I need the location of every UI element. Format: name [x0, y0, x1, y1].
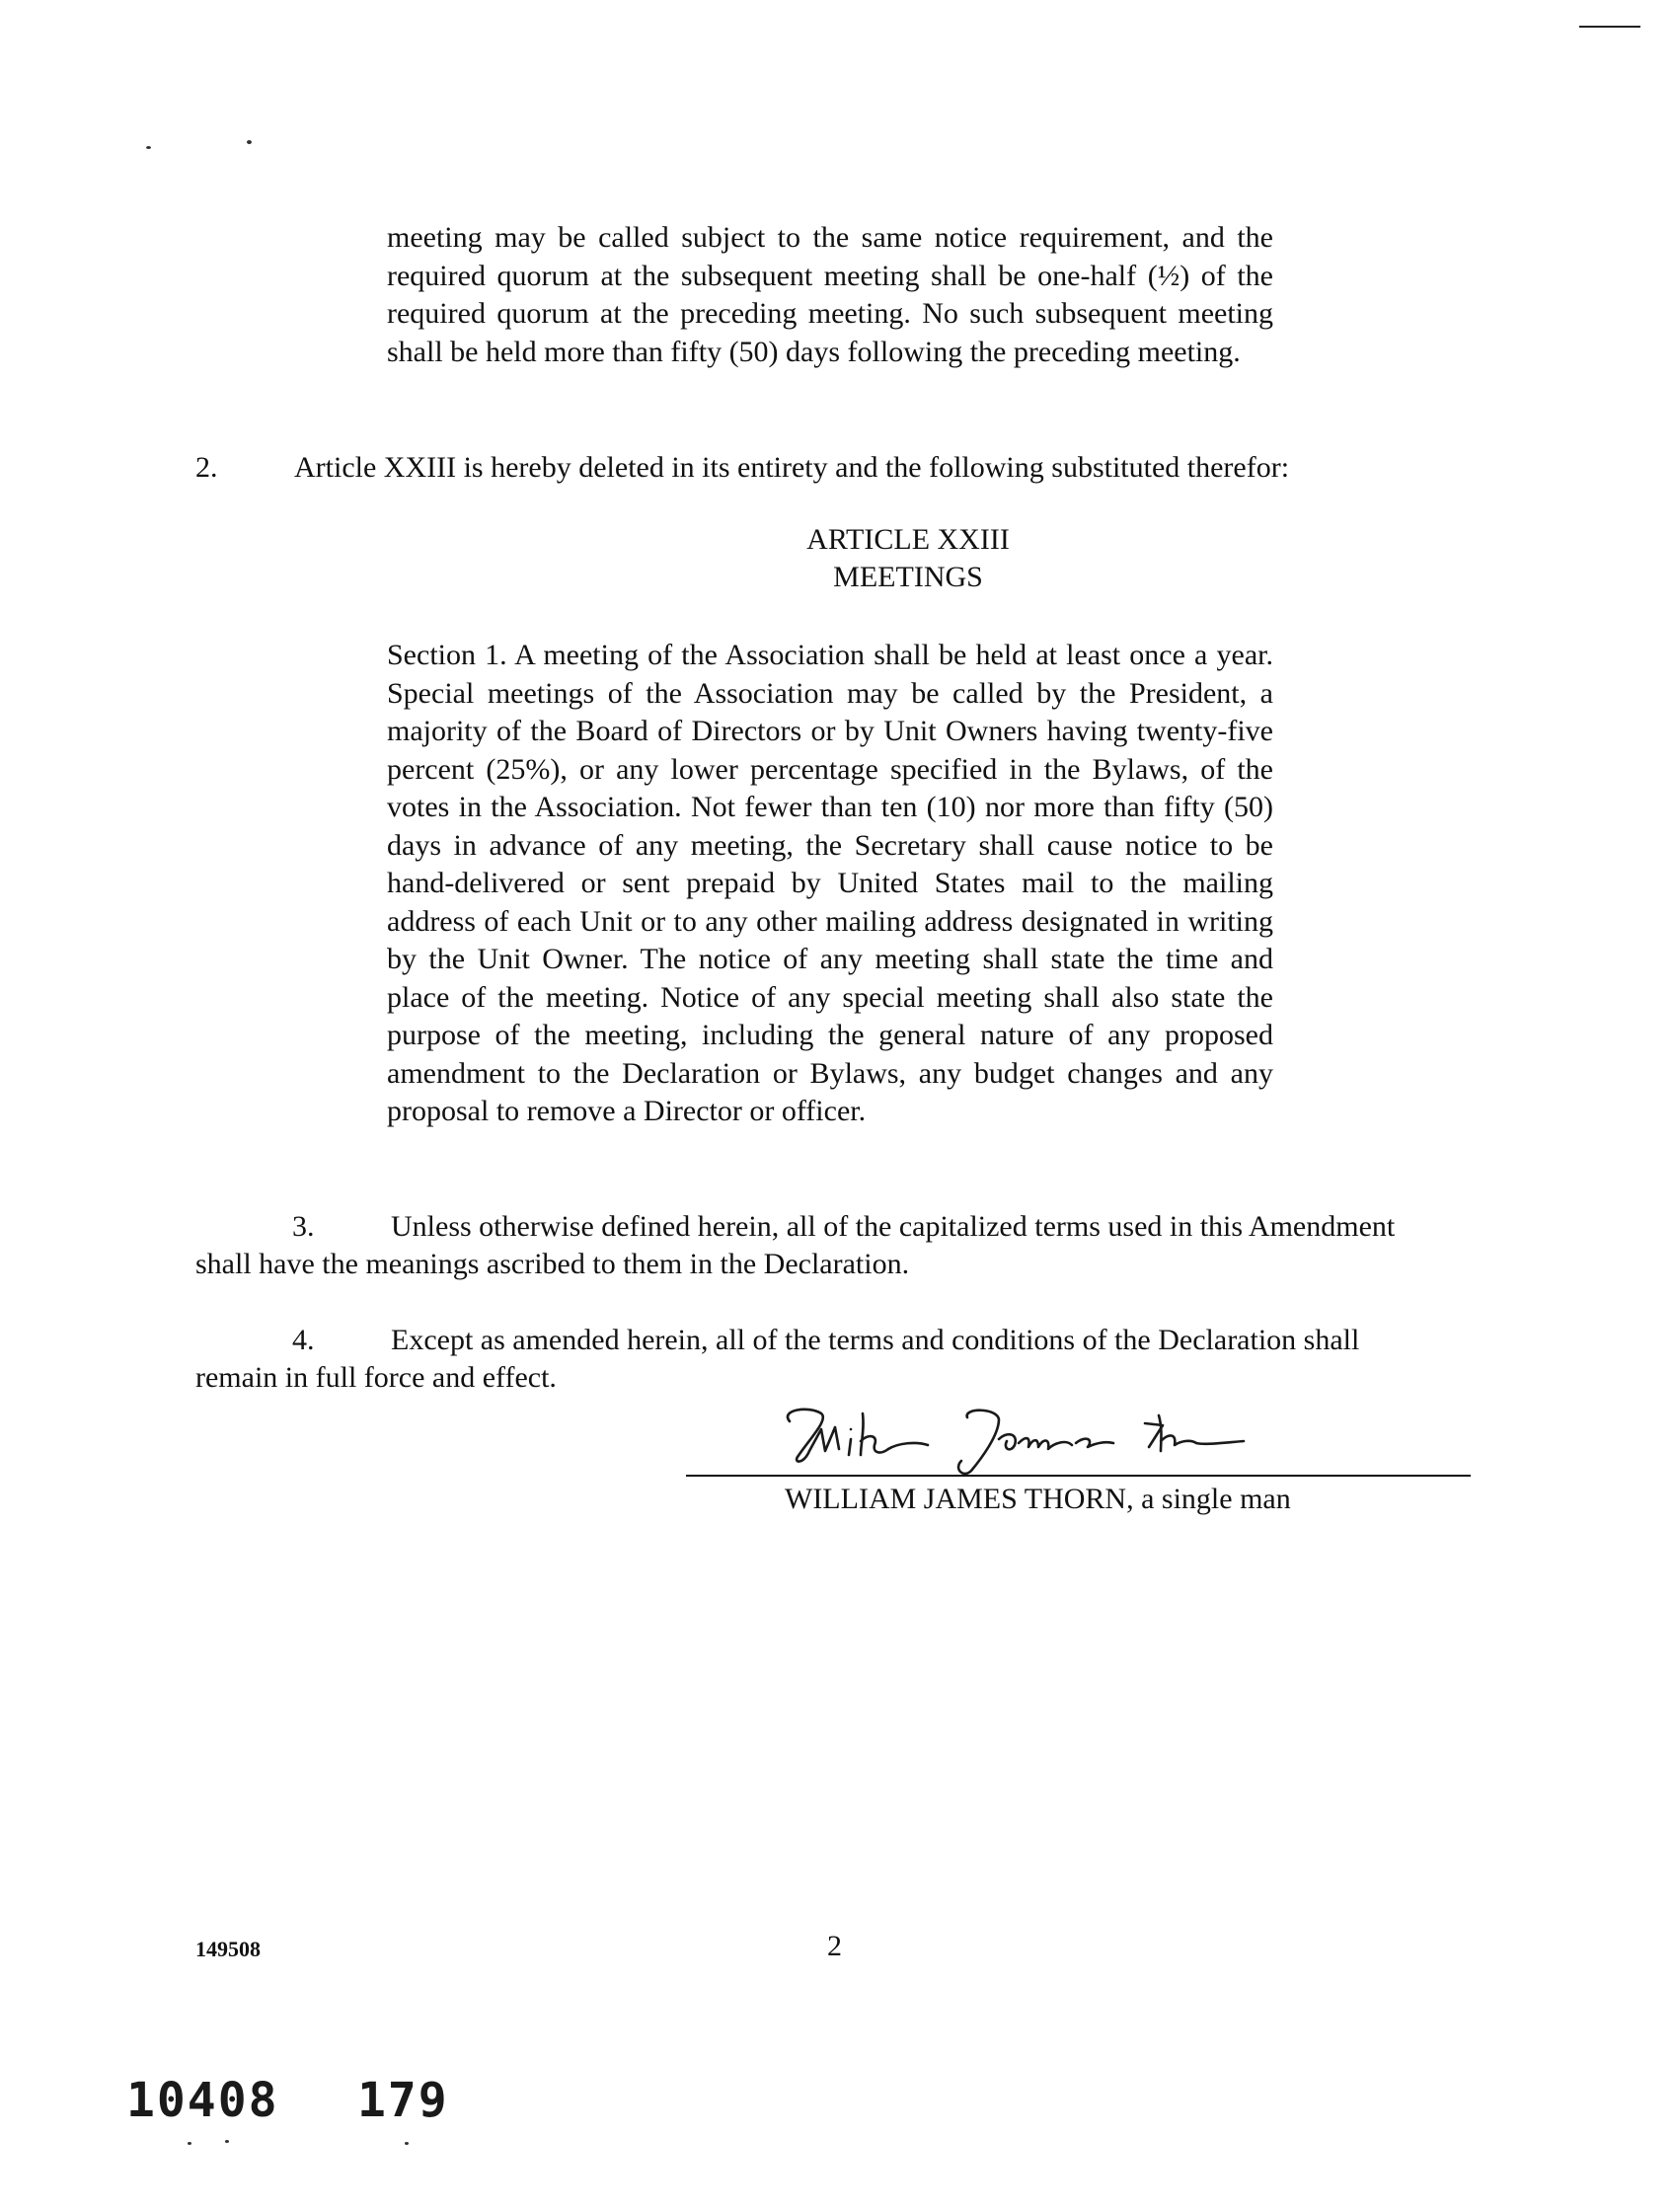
recording-page-number: 179 [357, 2073, 449, 2128]
handwritten-signature [770, 1400, 1263, 1479]
scan-speck [188, 2142, 191, 2145]
item-3 [195, 1208, 1469, 1283]
item-2 [195, 449, 1469, 487]
signature-line [686, 1475, 1471, 1477]
item-4-number: 4. [292, 1324, 315, 1356]
recording-book-number: 10408 [126, 2073, 279, 2128]
page-number: 2 [827, 1930, 842, 1962]
item-3-number: 3. [292, 1210, 315, 1243]
document-id: 149508 [195, 1937, 261, 1961]
signer-printed-name: WILLIAM JAMES THORN, a single man [785, 1483, 1291, 1515]
scan-speck [146, 146, 151, 149]
scan-speck [405, 2142, 409, 2145]
item-2-number: 2. [195, 451, 218, 484]
scan-speck [247, 140, 252, 144]
section-1-text: Section 1. A meeting of the Association shall be held at least once a year. Special meetings of the Association may be called by the President, a majority of the Board of Directors or by Unit Owners having twenty-five percent (25%), or any lower percentage specified in the Bylaws, of the votes in the Association. Not fewer than ten (10) nor more than fifty (50) days in advance of any meeting, the Secretary shall cause notice to be hand-delivered or sent prepaid by United States mail to the mailing address of each Unit or to any other mailing address designated in writing by the Unit Owner. The notice of any meeting shall state the time and place of the meeting. Notice of any special meeting shall also state the purpose of the meeting, including the general nature of any proposed amendment to the Declaration or Bylaws, any budget changes and any proposal to remove a Director or officer. [387, 639, 1273, 1127]
article-heading [0, 521, 1674, 596]
item-4-text: Except as amended herein, all of the terms and conditions of the Declaration shall [391, 1324, 1360, 1356]
item-3-continuation: shall have the meanings ascribed to them in the Declaration. [195, 1248, 910, 1280]
article-section-1 [387, 637, 1273, 1131]
item-4-continuation: remain in full force and effect. [195, 1361, 557, 1394]
scan-mark-top-right [1579, 26, 1640, 28]
item-3-text: Unless otherwise defined herein, all of the capitalized terms used in this Amendment [391, 1210, 1396, 1243]
item-4 [195, 1322, 1469, 1397]
intro-paragraph-text: meeting may be called subject to the same notice requirement, and the required quorum at the subsequent meeting shall be one-half (½) of the required quorum at the preceding meeting. No such subsequent meeting shall be held more than fifty (50) days following the preceding meeting. [387, 221, 1273, 368]
article-subtitle: MEETINGS [833, 561, 983, 593]
intro-paragraph [387, 219, 1273, 371]
item-2-text: Article XXIII is hereby deleted in its entirety and the following substituted therefor: [294, 451, 1290, 484]
article-title: ARTICLE XXIII [806, 523, 1010, 556]
scan-speck [225, 2140, 229, 2143]
